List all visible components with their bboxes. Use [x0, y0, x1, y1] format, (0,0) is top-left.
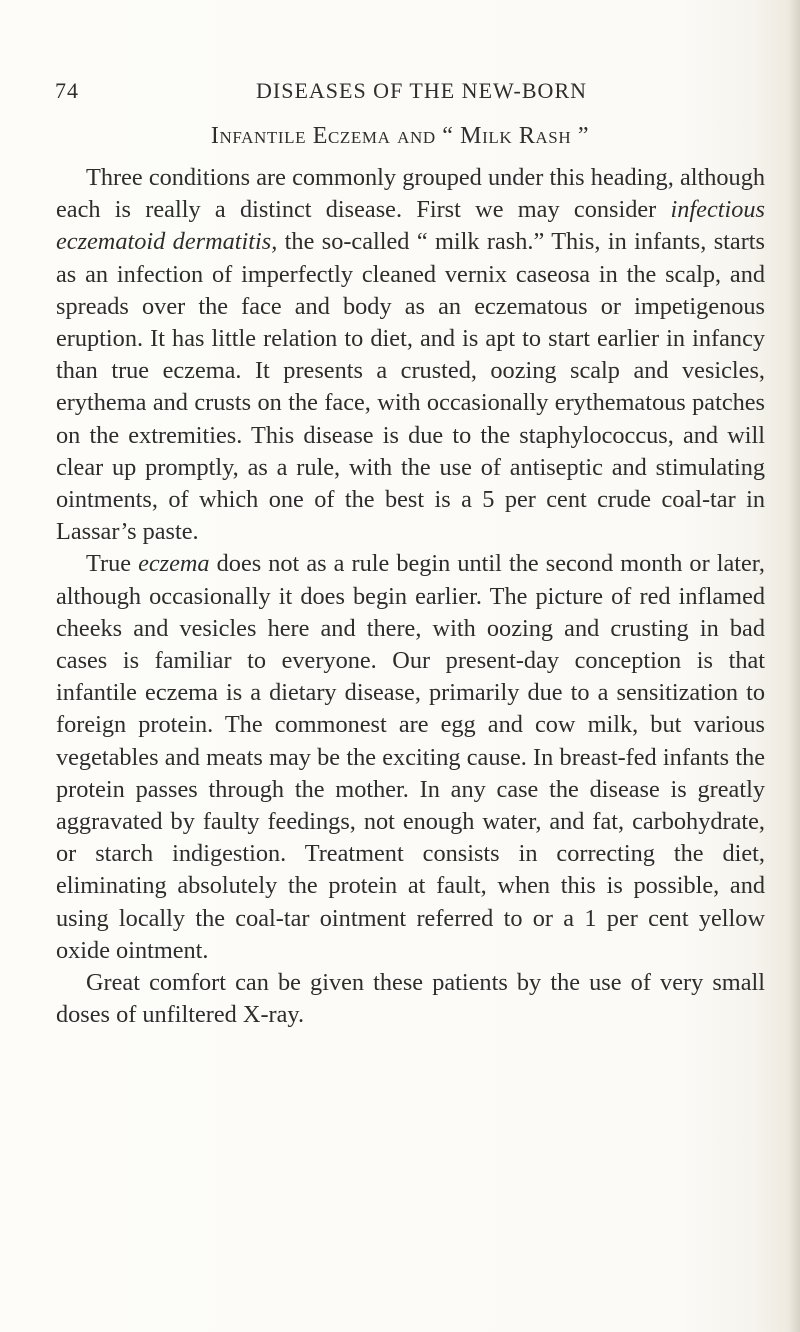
- body-text: [56, 162, 765, 1031]
- paragraph-true-eczema: [56, 548, 765, 967]
- paragraph-text: Great comfort can be given these patients by the use of very small doses of unfiltered X-ray.: [56, 969, 765, 1029]
- page-edge-shadow: [788, 0, 800, 1332]
- paragraph-text: True: [86, 550, 139, 578]
- paragraph-text: Three conditions are commonly grouped under this heading, although each is really a distinct disease. First we may consider: [56, 164, 765, 224]
- page-header: [55, 78, 759, 108]
- page-number: 74: [55, 78, 79, 103]
- section-title: Infantile Eczema and “ Milk Rash ”: [210, 123, 590, 149]
- paragraph-milk-rash: [56, 162, 765, 548]
- paragraph-text: the so-called “ milk rash.” This, in infants, starts as an infection of imperfectly cleaned vernix caseosa in the scalp, and spreads over the face and body as an eczematous or impetigenous eruption. It has little relation to diet, and is apt to start earlier in infancy than true eczema. It presents a crusted, oozing scalp and vesicles, erythema and crusts on the face, with occasionally erythematous patches on the extremities. This disease is due to the staphylococcus, and will clear up promptly, as a rule, with the use of antiseptic and stimulating ointments, of which one of the best is a 5 per cent crude coal-tar in Lassar’s paste.: [56, 228, 765, 546]
- italic-term: infectious eczematoid dermatitis,: [56, 196, 765, 256]
- running-head: DISEASES OF THE NEW-BORN: [256, 78, 588, 103]
- paragraph-x-ray: [56, 967, 765, 1031]
- paragraph-text: does not as a rule begin until the second month or later, although occasionally it does begin earlier. The picture of red inflamed cheeks and vesicles here and there, with oozing and crusting in bad cases is familiar to everyone. Our present-day conception is that infantile eczema is a dietary disease, primarily due to a sensitization to foreign protein. The commonest are egg and cow milk, but various vegetables and meats may be the exciting cause. In breast-fed infants the protein passes through the mother. In any case the disease is greatly aggravated by faulty feedings, not enough water, and fat, carbohydrate, or starch indigestion. Treatment consists in correcting the diet, eliminating absolutely the protein at fault, when this is possible, and using locally the coal-tar ointment referred to or a 1 per cent yellow oxide ointment.: [56, 550, 765, 964]
- italic-term: eczema: [138, 550, 210, 578]
